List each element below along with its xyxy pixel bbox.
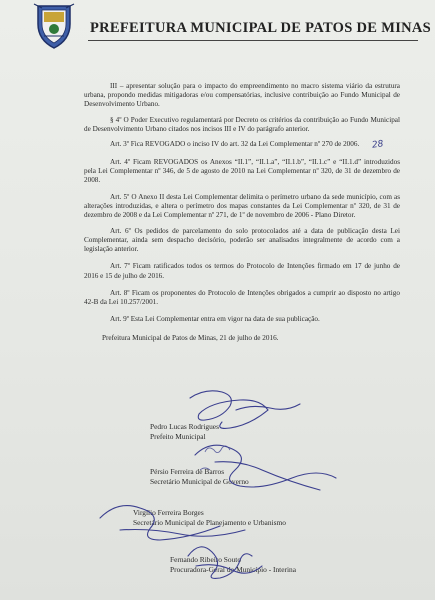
- article-9: Art. 9º Esta Lei Complementar entra em vigor na data de sua publicação.: [110, 314, 320, 323]
- place-and-date: Prefeitura Municipal de Patos de Minas, 21 de julho de 2016.: [102, 333, 279, 342]
- coat-of-arms-icon: [30, 2, 78, 50]
- article-6: Art. 6º Os pedidos de parcelamento do solo protocolados até a data de publicação desta Lei Complementar, ainda sem despacho decisório, poderão ser analisados integralmente de acordo com a legislação anterior.: [84, 227, 400, 254]
- signatory-role: Prefeito Municipal: [150, 432, 206, 441]
- article-5: Art. 5º O Anexo II desta Lei Complementar delimita o perímetro urbano da sede município, com as alterações introduzidas, e altera o perímetro dos mapas constantes da Lei Complementar nº 320, de 31 de dezembro de 2008 e da Lei Complementar nº 271, de 1º de novembro de 2006 - Plano Diretor.: [84, 192, 400, 220]
- signatory-name: Virgílio Ferreira Borges: [133, 508, 204, 517]
- paragraph-item-iii: III – apresentar solução para o impacto do empreendimento no macro sistema viário da estrutura urbana, propondo medidas mitigadoras e/ou compensatórias, inclusive contribuição ao Fundo Municipal de Desenvolvimento Urbano.: [84, 82, 400, 109]
- signatory-role: Secretário Municipal de Planejamento e Urbanismo: [133, 518, 286, 527]
- signatory-name: Fernando Ribeiro Souto: [170, 555, 242, 564]
- article-4: Art. 4º Ficam REVOGADOS os Anexos “II.1”, “II.1.a”, “II.1.b”, “II.1.c” e “II.1.d” introduzidos pela Lei Complementar nº 346, de 5 de agosto de 2010 na Lei Complementar nº 320, de 31 de dezembro de 2008.: [84, 157, 400, 184]
- signature-block-attorney: [170, 555, 296, 575]
- signature-stroke-mayor-tail: [236, 404, 300, 410]
- header-divider: [88, 40, 418, 41]
- signatory-role: Procuradora-Geral do Município - Interina: [170, 565, 297, 574]
- signature-stroke-planning-tail: [120, 530, 245, 537]
- signatory-name: Pérsio Ferreira de Barros: [150, 467, 225, 476]
- initials-stroke: [205, 446, 230, 453]
- signature-block-mayor: [150, 422, 219, 442]
- article-3: Art. 3º Fica REVOGADO o inciso IV do art. 32 da Lei Complementar nº 270 de 2006.: [110, 140, 360, 149]
- law-body: [84, 82, 400, 343]
- signatory-role: Secretário Municipal de Governo: [150, 477, 249, 486]
- municipality-title: PREFEITURA MUNICIPAL DE PATOS DE MINAS: [90, 20, 432, 36]
- signatory-name: Pedro Lucas Rodrigues: [150, 422, 219, 431]
- signature-block-government: [150, 467, 249, 487]
- signature-block-planning: [133, 508, 286, 528]
- article-8: Art. 8º Ficam os proponentes do Protocolo de Intenções obrigados a cumprir ao disposto no artigo 42-B da Lei 10.257/2001.: [84, 288, 400, 306]
- article-7: Art. 7º Ficam ratificados todos os termos do Protocolo de Intenções firmado em 17 de junho de 2016 e 15 de julho de 2016.: [84, 262, 400, 280]
- paragraph-section-4: § 4º O Poder Executivo regulamentará por Decreto os critérios da contribuição ao Fundo Municipal de Desenvolvimento Urbano citados nos incisos III e IV do parágrafo anterior.: [84, 116, 400, 134]
- letterhead: [30, 2, 430, 52]
- handwritten-annotation: 28: [371, 139, 385, 151]
